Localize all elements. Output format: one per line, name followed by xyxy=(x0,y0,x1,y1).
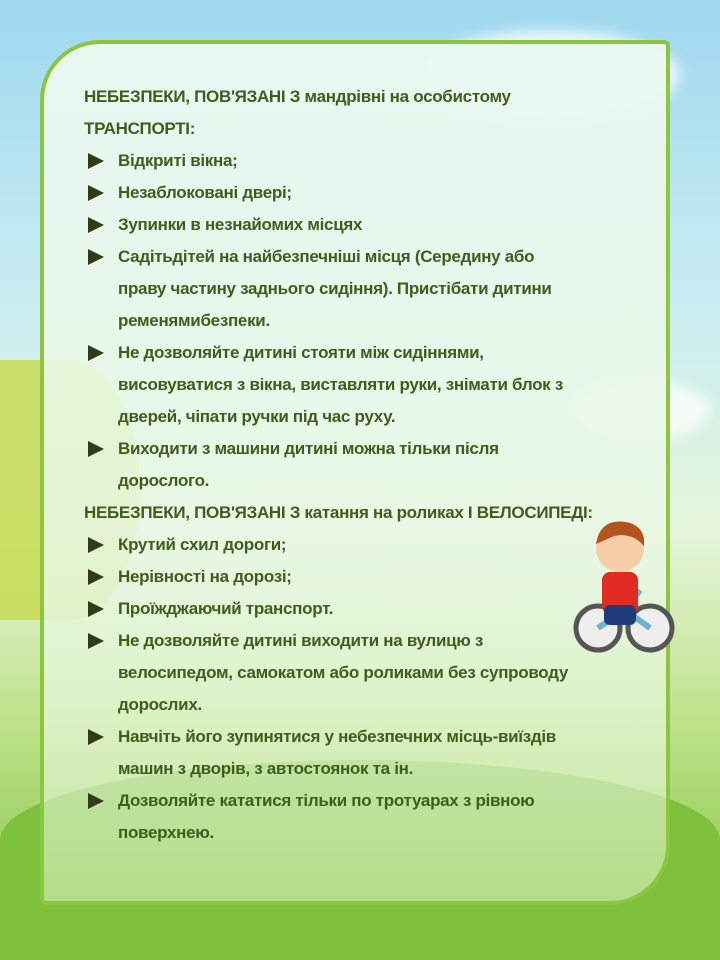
list-item-line: Зупинки в незнайомих місцях xyxy=(118,215,363,234)
list-item-line: машин з дворів, з автостоянок та ін. xyxy=(118,759,414,778)
arrowhead-bullet-icon xyxy=(88,793,104,809)
arrowhead-bullet-icon xyxy=(88,153,104,169)
arrowhead-bullet-icon xyxy=(88,729,104,745)
list-item-line: ременямибезпеки. xyxy=(118,311,270,330)
list-item-line: дверей, чіпати ручки під час руху. xyxy=(118,407,396,426)
list-item-line: Дозволяйте кататися тільки по тротуарах з рівною xyxy=(118,791,535,810)
list-item-line: Виходити з машини дитині можна тільки після xyxy=(118,439,499,458)
list-item-line: велосипедом, самокатом або роликами без супроводу xyxy=(118,663,568,682)
arrowhead-bullet-icon xyxy=(88,345,104,361)
arrowhead-bullet-icon xyxy=(88,185,104,201)
arrowhead-bullet-icon xyxy=(88,601,104,617)
arrowhead-bullet-icon xyxy=(88,537,104,553)
list-item-line: дорослих. xyxy=(118,695,202,714)
boy-on-bicycle-icon xyxy=(570,510,680,660)
arrowhead-bullet-icon xyxy=(88,249,104,265)
section-heading: НЕБЕЗПЕКИ, ПОВ'ЯЗАНІ З мандрівні на особистому xyxy=(84,87,511,106)
section-heading: НЕБЕЗПЕКИ, ПОВ'ЯЗАНІ З катання на роликах І ВЕЛОСИПЕДІ: xyxy=(84,503,593,522)
section-heading: ТРАНСПОРТІ: xyxy=(84,119,196,138)
list-item-line: Садітьдітей на найбезпечніші місця (Середину або xyxy=(118,247,535,266)
list-item-line: Проїжджаючий транспорт. xyxy=(118,599,334,618)
arrowhead-bullet-icon xyxy=(88,569,104,585)
list-item-line: Не дозволяйте дитині виходити на вулицю з xyxy=(118,631,484,650)
list-item-line: висовуватися з вікна, виставляти руки, знімати блок з xyxy=(118,375,563,394)
list-item-line: Нерівності на дорозі; xyxy=(118,567,292,586)
list-item-line: Не дозволяйте дитині стояти між сидіннями, xyxy=(118,343,484,362)
list-item-line: праву частину заднього сидіння). Пристібати дитини xyxy=(118,279,552,298)
list-item-line: поверхнею. xyxy=(118,823,214,842)
list-item-line: Навчіть його зупинятися у небезпечних місць-виїздів xyxy=(118,727,556,746)
arrowhead-bullet-icon xyxy=(88,633,104,649)
arrowhead-bullet-icon xyxy=(88,441,104,457)
list-item-line: Крутий схил дороги; xyxy=(118,535,287,554)
list-item-line: Відкриті вікна; xyxy=(118,151,238,170)
list-item-line: дорослого. xyxy=(118,471,210,490)
arrowhead-bullet-icon xyxy=(88,217,104,233)
list-item-line: Незаблоковані двері; xyxy=(118,183,292,202)
